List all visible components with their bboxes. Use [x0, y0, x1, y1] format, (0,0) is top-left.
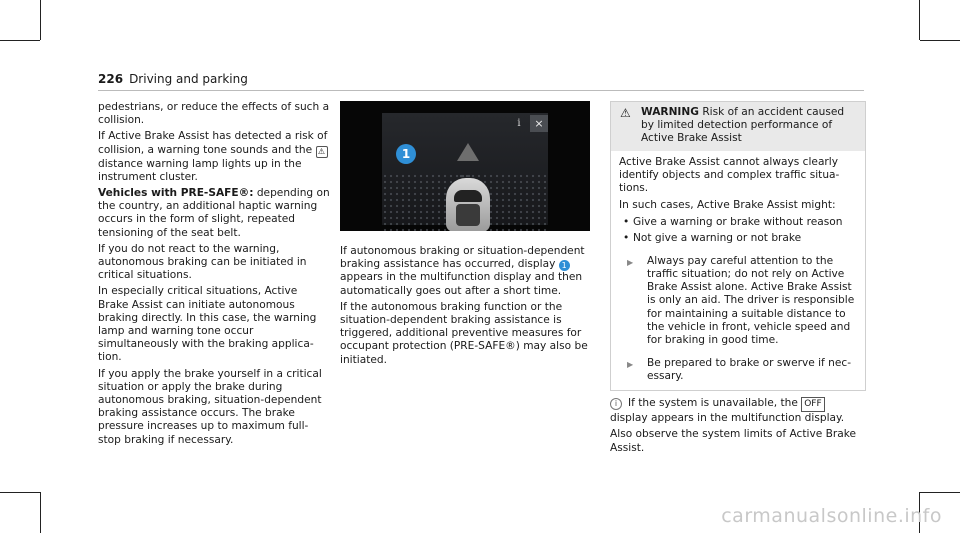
- crop-mark: [40, 492, 41, 533]
- callout-badge: 1: [559, 260, 570, 271]
- section-title: Driving and parking: [129, 72, 248, 86]
- crop-mark: [40, 0, 41, 40]
- paragraph: [98, 187, 330, 240]
- crop-mark: [0, 40, 40, 41]
- text: If Active Brake Assist has detected a risk of collision, a warning tone sounds and the: [98, 130, 328, 156]
- paragraph: Also observe the system limits of Active Brake Assist.: [610, 428, 857, 454]
- warning-box: [610, 101, 866, 391]
- warning-triangle-icon: [457, 143, 479, 161]
- paragraph: [98, 130, 330, 184]
- arrow-icon: ▶: [627, 360, 634, 370]
- list-item: • Not give a warning or not brake: [619, 232, 857, 245]
- paragraph: If you apply the brake yourself in a critical situation or apply the brake during autonomous braking, situation-dependent braking assistance occurs. The brake pressure increases up to maximum full-stop braking if necessary.: [98, 367, 322, 446]
- note-block: [610, 397, 864, 458]
- text: depending on the country, an additional haptic warning occurs in the form of slight, repeated tensioning of the seat belt.: [98, 187, 330, 239]
- warning-header: [611, 102, 865, 151]
- callout-badge: 1: [396, 144, 416, 164]
- distance-warning-icon: ⚠: [316, 146, 328, 158]
- text: appears in the multifunction display and then automatically goes out after a short time.: [340, 271, 583, 297]
- info-icon: i: [610, 398, 622, 410]
- middle-column: [340, 245, 590, 370]
- text: distance warning lamp lights up in the instrument cluster.: [98, 157, 302, 183]
- paragraph: In such cases, Active Brake Assist might:: [619, 199, 836, 212]
- crop-mark: [919, 0, 920, 40]
- info-icon: i: [517, 118, 521, 129]
- close-icon: ×: [530, 115, 548, 132]
- header-rule: [98, 90, 864, 91]
- list-item: • Give a warning or brake without reason: [619, 216, 857, 229]
- watermark: carmanualsonline.info: [721, 505, 942, 527]
- crop-mark: [920, 492, 960, 493]
- arrow-icon: ▶: [627, 257, 634, 267]
- paragraph: [340, 245, 590, 298]
- multifunction-display-image: [340, 101, 590, 231]
- car-icon: [446, 178, 490, 231]
- instruction-step: [619, 357, 857, 383]
- brake-assist-off-icon: OFF: [801, 397, 824, 412]
- subheading: Vehicles with PRE-SAFE®:: [98, 187, 254, 200]
- crop-mark: [920, 40, 960, 41]
- paragraph: Active Brake Assist cannot always clearly identify objects and complex traffic situations.: [619, 155, 840, 195]
- warning-body: [611, 151, 865, 389]
- paragraph: [610, 397, 864, 425]
- paragraph: If you do not react to the warning, autonomous braking can be initiated in critical situations.: [98, 242, 307, 282]
- paragraph: If the autonomous braking function or the situation-dependent braking assistance is triggered, additional preventive measures for occupant protection (PRE-SAFE®) may also be initiated.: [340, 300, 588, 366]
- text: If autonomous braking or situation-dependent braking assistance has occurred, display: [340, 245, 585, 271]
- page-header: [98, 72, 248, 86]
- text: display appears in the multifunction display.: [610, 412, 845, 425]
- text: Be prepared to brake or swerve if necessary.: [647, 357, 852, 383]
- page-number: 226: [98, 72, 124, 86]
- paragraph: pedestrians, or reduce the effects of such a collision.: [98, 101, 330, 127]
- paragraph: In especially critical situations, Active Brake Assist can initiate autonomous braking directly. In this case, the warning lamp and warning tone occur simultaneously with the braking application.: [98, 285, 317, 364]
- left-column: [98, 101, 330, 450]
- warning-icon: ⚠: [620, 106, 631, 120]
- instruction-step: [619, 255, 857, 347]
- crop-mark: [0, 492, 40, 493]
- warning-label: WARNING: [641, 106, 699, 118]
- warning-title: Risk of an accident caused by limited detection performance of Active Brake Assist: [641, 106, 845, 145]
- text: Always pay careful attention to the traffic situation; do not rely on Active Brake Assist alone. Active Brake Assist is only an aid. The driver is responsible for maintaining a suitable distance to the vehicle in front, vehicle speed and for braking in good time.: [647, 254, 855, 347]
- text: If the system is unavailable, the: [628, 397, 798, 409]
